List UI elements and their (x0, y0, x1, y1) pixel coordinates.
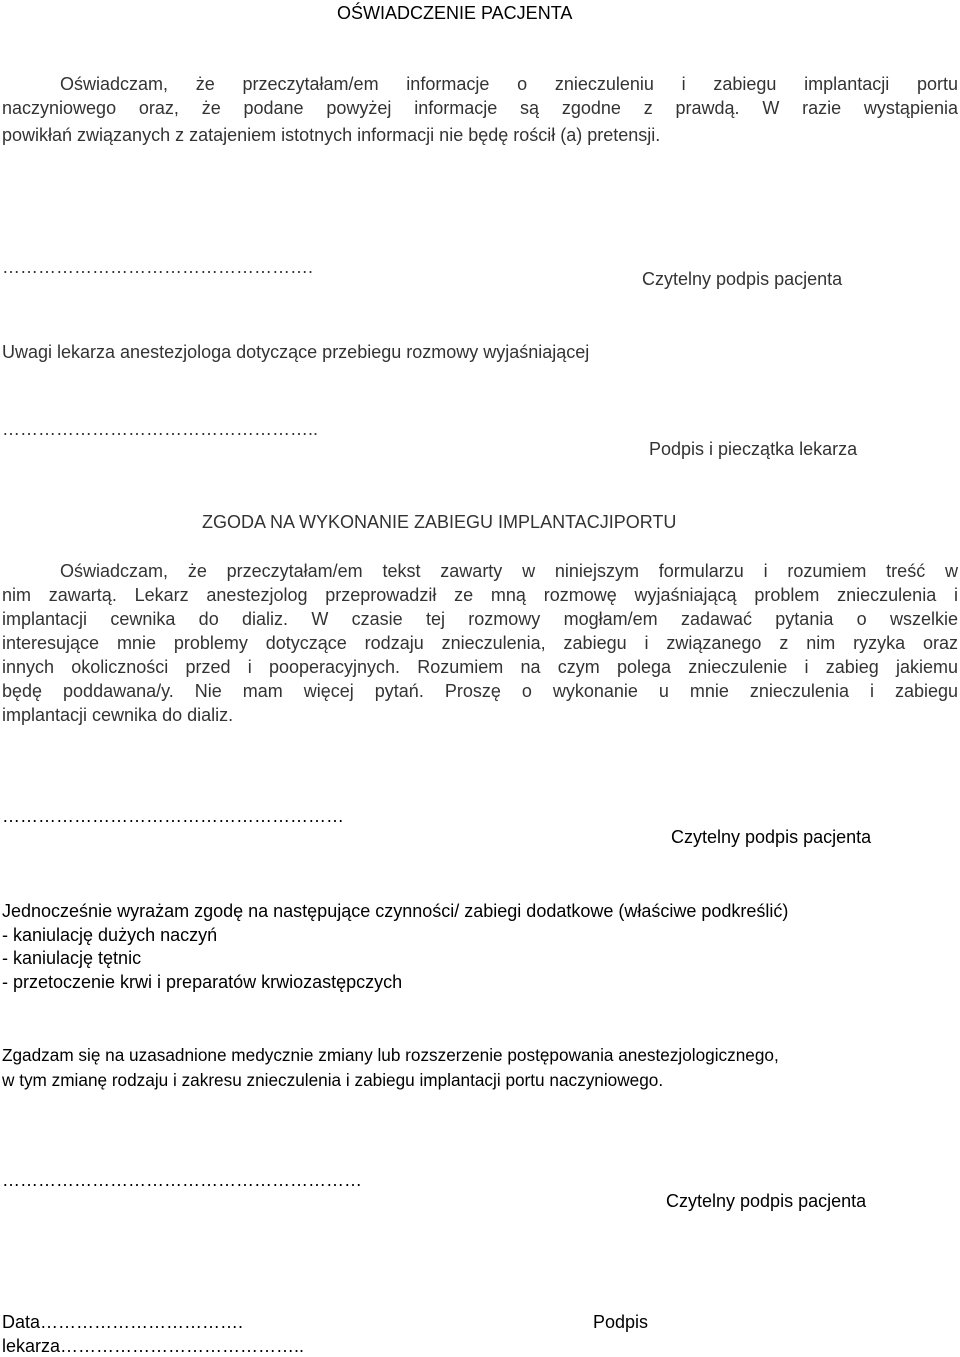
consent-line: nim zawartą. Lekarz anestezjolog przeprowadził ze mną rozmowę wyjaśniającą problem znieczulenia i (2, 585, 958, 605)
doctor-remarks-label: Uwagi lekarza anestezjologa dotyczące przebiegu rozmowy wyjaśniającej (2, 342, 590, 362)
list-item: - kaniulację dużych naczyń (2, 925, 218, 945)
signature-line-3: ………………………………………………… (2, 806, 344, 826)
statement-line: Oświadczam, że przeczytałam/em informacje o znieczuleniu i zabiegu implantacji portu (60, 74, 958, 94)
signature-line-2: …………………………………………….. (2, 419, 319, 439)
consent-line: implantacji cewnika do dializ. W czasie tej rozmowy mogłam/em zadawać pytania o wszelkie (2, 609, 958, 629)
signature-label: Podpis (593, 1312, 649, 1332)
document-title: OŚWIADCZENIE PACJENTA (337, 3, 573, 23)
doctor-field: lekarza………………………………….. (2, 1336, 305, 1356)
consent-title: ZGODA NA WYKONANIE ZABIEGU IMPLANTACJIPORTU (202, 512, 677, 532)
list-item: - przetoczenie krwi i preparatów krwiozastępczych (2, 972, 403, 992)
patient-signature-label-1: Czytelny podpis pacjenta (642, 269, 843, 289)
agreement-line: Zgadzam się na uzasadnione medycznie zmiany lub rozszerzenie postępowania anestezjologicznego, (2, 1045, 779, 1065)
agreement-line: w tym zmianę rodzaju i zakresu znieczulenia i zabiegu implantacji portu naczyniowego. (2, 1070, 664, 1090)
consent-line: innych okoliczności przed i pooperacyjnych. Rozumiem na czym polega znieczulenie i zabieg jakiemu (2, 657, 958, 677)
date-field: Data……………………………. (2, 1312, 244, 1332)
statement-line: powikłań związanych z zatajeniem istotnych informacji nie będę rościł (a) pretensji. (2, 125, 661, 145)
signature-line-1: ……………………………………………. (2, 257, 314, 277)
additional-procedures-intro: Jednocześnie wyrażam zgodę na następujące czynności/ zabiegi dodatkowe (właściwe podkreślić) (2, 901, 789, 921)
consent-line: interesujące mnie problemy dotyczące rodzaju znieczulenia, zabiegu i związanego z nim ryzyka oraz (2, 633, 958, 653)
consent-line: implantacji cewnika do dializ. (2, 705, 234, 725)
patient-signature-label-3: Czytelny podpis pacjenta (666, 1191, 867, 1211)
patient-signature-label-2: Czytelny podpis pacjenta (671, 827, 872, 847)
list-item: - kaniulację tętnic (2, 948, 142, 968)
statement-line: naczyniowego oraz, że podane powyżej informacje są zgodne z prawdą. W razie wystąpienia (2, 98, 958, 118)
consent-line: będę poddawana/y. Nie mam więcej pytań. Proszę o wykonanie u mnie znieczulenia i zabiegu (2, 681, 958, 701)
signature-line-4: …………………………………………………… (2, 1170, 362, 1190)
consent-line: Oświadczam, że przeczytałam/em tekst zawarty w niniejszym formularzu i rozumiem treść w (60, 561, 958, 581)
doctor-signature-label: Podpis i pieczątka lekarza (649, 439, 858, 459)
